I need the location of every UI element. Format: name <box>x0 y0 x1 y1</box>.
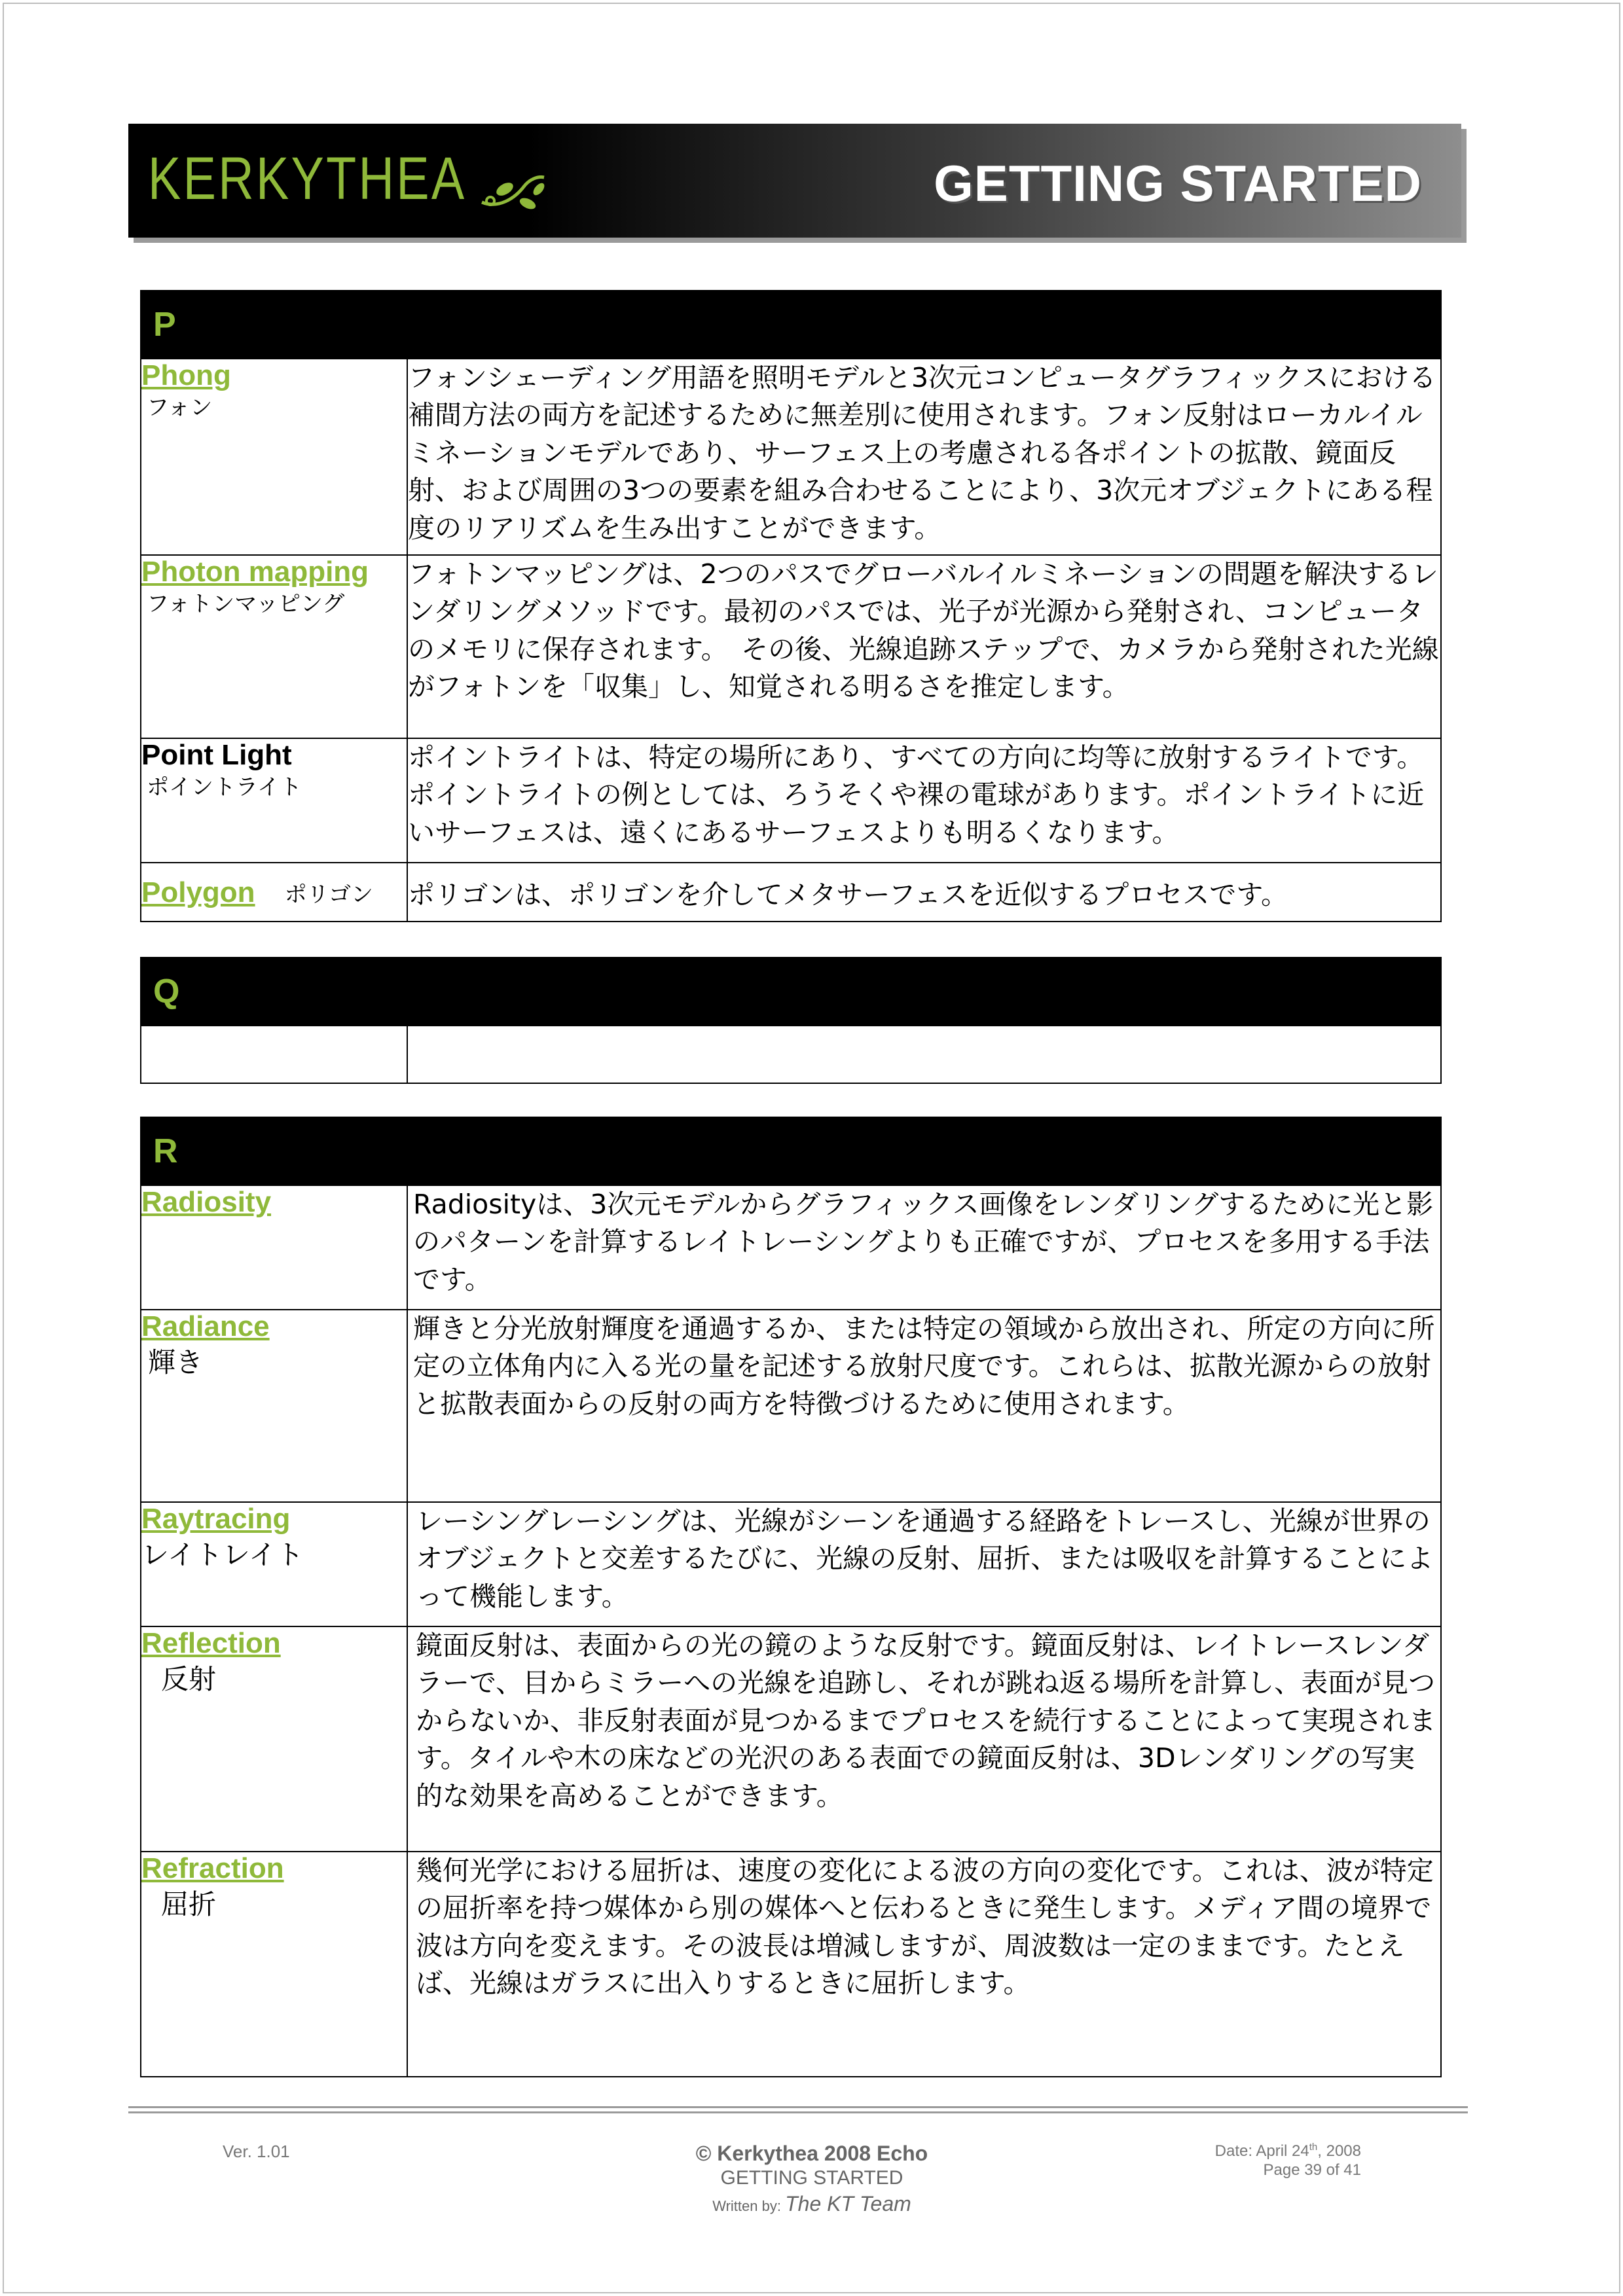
section-p-table <box>140 290 1442 922</box>
footer-author <box>615 2192 1008 2216</box>
footer-date-block <box>1215 2142 1361 2180</box>
term-japanese: フォン <box>147 394 213 421</box>
table-row <box>141 1502 1441 1626</box>
footer-copyright: © Kerkythea 2008 Echo <box>695 2142 928 2165</box>
term-japanese: 反射 <box>161 1662 217 1695</box>
section-letter: Q <box>141 958 1441 1026</box>
empty-cell <box>407 1026 1441 1083</box>
footer-page-number: Page 39 of 41 <box>1263 2161 1361 2179</box>
term-link[interactable]: Photon mapping <box>141 556 369 588</box>
empty-cell <box>141 1026 407 1083</box>
section-q-table <box>140 957 1442 1084</box>
term-link[interactable]: Phong <box>141 359 231 391</box>
footer-date-year: , 2008 <box>1317 2142 1361 2160</box>
term-definition: 鏡面反射は、表面からの光の鏡のような反射です。鏡面反射は、レイトレースレンダラーで、目からミラーへの光線を追跡し、それが跳ね返る場所を計算し、表面が見つからないか、非反射表面が見つかるまでプロセスを続行することによって実現されます。タイルや木の床などの光沢のある表面での鏡面反射は、3Dレンダリングの写実的な効果を高めることができます。 <box>407 1626 1441 1852</box>
term-definition: ポイントライトは、特定の場所にあり、すべての方向に均等に放射するライトです。ポイントライトの例としては、ろうそくや裸の電球があります。ポイントライトに近いサーフェスは、遠くにあるサーフェスよりも明るくなります。 <box>407 738 1441 863</box>
term-definition: 幾何光学における屈折は、速度の変化による波の方向の変化です。これは、波が特定の屈折率を持つ媒体から別の媒体へと伝わるときに発生します。メディア間の境界で波は方向を変えます。その波長は増減しますが、周波数は一定のままです。たとえば、光線はガラスに出入りするときに屈折します。 <box>407 1852 1441 2077</box>
term-label: Point Light <box>141 739 292 771</box>
term-japanese: フォトンマッピング <box>147 590 345 617</box>
term-definition: Radiosityは、3次元モデルからグラフィックス画像をレンダリングするために光と影のパターンを計算するレイトレーシングよりも正確ですが、プロセスを多用する手法です。 <box>407 1185 1441 1310</box>
vine-icon <box>479 163 551 222</box>
section-r-table <box>140 1117 1442 2077</box>
header-title: GETTING STARTED <box>934 154 1422 212</box>
section-letter: P <box>141 291 1441 359</box>
table-row <box>141 359 1441 555</box>
term-link[interactable]: Reflection <box>141 1627 281 1659</box>
footer-divider <box>128 2106 1468 2108</box>
term-definition: レーシングレーシングは、光線がシーンを通過する経路をトレースし、光線が世界のオブジェクトと交差するたびに、光線の反射、屈折、または吸収を計算することによって機能します。 <box>407 1502 1441 1626</box>
footer-doc-title: GETTING STARTED <box>720 2167 903 2189</box>
term-japanese: 屈折 <box>161 1888 217 1920</box>
term-definition: 輝きと分光放射輝度を通過するか、または特定の領域から放出され、所定の方向に所定の立体角内に入る光の量を記述する放射尺度です。これらは、拡散光源からの放射と拡散表面からの反射の両方を特徴づけるために使用されます。 <box>407 1310 1441 1502</box>
term-link[interactable]: Raytracing <box>141 1503 291 1535</box>
page-header <box>128 124 1461 238</box>
term-japanese: ポリゴン <box>284 882 373 908</box>
table-row <box>141 1310 1441 1502</box>
footer-version: Ver. 1.01 <box>223 2142 290 2161</box>
term-link[interactable]: Radiance <box>141 1310 270 1342</box>
term-link[interactable]: Refraction <box>141 1852 284 1884</box>
section-letter: R <box>141 1117 1441 1185</box>
term-definition: ポリゴンは、ポリゴンを介してメタサーフェスを近似するプロセスです。 <box>407 863 1441 922</box>
term-japanese: 輝き <box>148 1346 204 1378</box>
table-row <box>141 738 1441 863</box>
footer-date <box>1215 2142 1361 2161</box>
table-row <box>141 1026 1441 1083</box>
table-row <box>141 555 1441 738</box>
footer-team: The KT Team <box>785 2192 911 2215</box>
table-row <box>141 1185 1441 1310</box>
table-row <box>141 1852 1441 2077</box>
term-link[interactable]: Radiosity <box>141 1186 272 1218</box>
footer-date-sup: th <box>1309 2142 1318 2153</box>
term-japanese: レイトレイト <box>141 1538 304 1571</box>
footer-date-text: Date: April 24 <box>1214 2142 1309 2160</box>
table-row <box>141 863 1441 922</box>
logo: KERKYTHEA <box>148 145 467 212</box>
footer-center <box>615 2142 1008 2216</box>
footer-divider <box>128 2111 1468 2113</box>
term-definition: フォトンマッピングは、2つのパスでグローバルイルミネーションの問題を解決するレンダリングメソッドです。最初のパスでは、光子が光源から発射され、コンピュータのメモリに保存されます。 その後、光線追跡ステップで、カメラから発射された光線がフォトンを「収集」し、知覚される明るさを推定します。 <box>407 555 1441 738</box>
table-row <box>141 1626 1441 1852</box>
term-link[interactable]: Polygon <box>141 876 255 908</box>
term-japanese: ポイントライト <box>147 774 302 800</box>
footer-written-by: Written by: <box>712 2198 781 2214</box>
term-definition: フォンシェーディング用語を照明モデルと3次元コンピュータグラフィックスにおける補間方法の両方を記述するために無差別に使用されます。フォン反射はローカルイルミネーションモデルであり、サーフェス上の考慮される各ポイントの拡散、鏡面反射、および周囲の3つの要素を組み合わせることにより、3次元オブジェクトにある程度のリアリズムを生み出すことができます。 <box>407 359 1441 555</box>
